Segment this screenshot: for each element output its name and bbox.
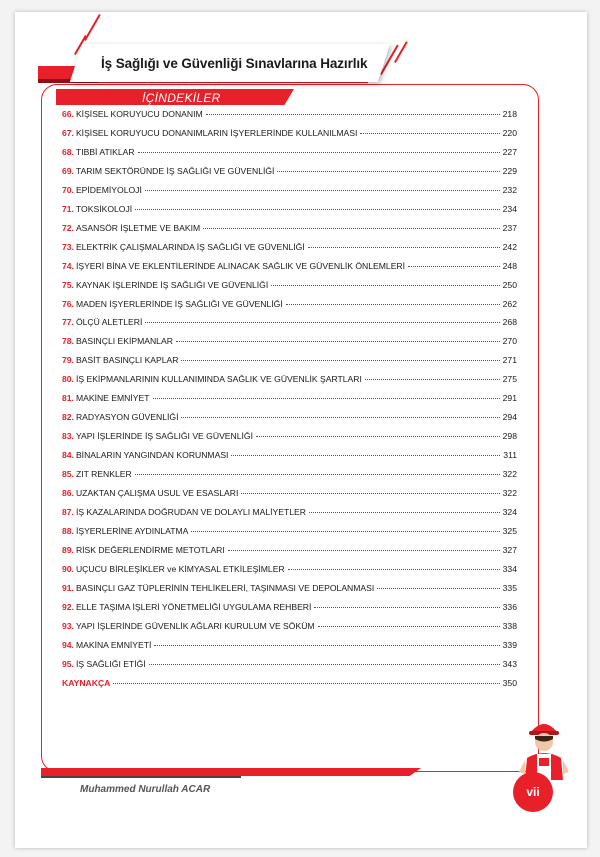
toc-entry-page: 242 bbox=[502, 241, 517, 252]
toc-entry-title: BASINÇLI GAZ TÜPLERİNİN TEHLİKELERİ, TAŞINMASI VE DEPOLANMASI bbox=[75, 582, 375, 593]
toc-entry[interactable] bbox=[62, 526, 517, 545]
toc-entry-number: 81. bbox=[62, 393, 74, 404]
toc-entry-number: 77. bbox=[62, 317, 74, 328]
toc-entry-number: 71. bbox=[62, 203, 74, 214]
toc-entry-page: 218 bbox=[502, 109, 517, 119]
toc-leader bbox=[271, 285, 499, 286]
toc-entry-number: 67. bbox=[62, 127, 74, 138]
toc-leader bbox=[203, 228, 500, 229]
toc-entry-kaynakca[interactable] bbox=[62, 678, 517, 697]
section-title: İÇİNDEKİLER bbox=[142, 91, 221, 105]
toc-entry[interactable] bbox=[62, 507, 517, 526]
toc-entry-page: 250 bbox=[502, 279, 517, 290]
toc-entry[interactable] bbox=[62, 109, 517, 128]
toc-entry-title: ELEKTRİK ÇALIŞMALARINDA İŞ SAĞLIĞI VE GÜVENLİĞİ bbox=[75, 241, 305, 252]
toc-entry-number: 90. bbox=[62, 563, 74, 574]
toc-entry-title: KİŞİSEL KORUYUCU DONANIMLARIN İŞYERLERİNDE KULLANILMASI bbox=[75, 127, 358, 138]
toc-entry-number: 93. bbox=[62, 620, 74, 631]
toc-entry-title: TOKSİKOLOJİ bbox=[75, 203, 133, 214]
toc-entry-number: 72. bbox=[62, 222, 74, 233]
toc-entry-number: 85. bbox=[62, 469, 74, 480]
toc-entry[interactable] bbox=[62, 261, 517, 280]
toc-entry-page: 270 bbox=[502, 336, 517, 347]
toc-entry[interactable] bbox=[62, 355, 517, 374]
toc-entry[interactable] bbox=[62, 242, 517, 261]
toc-entry-number: 80. bbox=[62, 374, 74, 385]
toc-entry-title: BASINÇLI EKİPMANLAR bbox=[75, 336, 173, 347]
toc-entry-title: İŞ SAĞLIĞI ETİĞİ bbox=[75, 658, 146, 669]
toc-entry-number: 84. bbox=[62, 450, 74, 461]
toc-entry-title: RİSK DEĞERLENDİRME METOTLARI bbox=[75, 544, 225, 555]
toc-leader bbox=[191, 531, 499, 532]
toc-leader bbox=[135, 474, 500, 475]
toc-entry-page: 298 bbox=[502, 431, 517, 442]
toc-leader bbox=[231, 455, 500, 456]
toc-entry-page: 232 bbox=[502, 184, 517, 195]
toc-leader bbox=[206, 114, 500, 115]
toc-entry-title: ZIT RENKLER bbox=[75, 469, 132, 480]
toc-entry-title: TARIM SEKTÖRÜNDE İŞ SAĞLIĞI VE GÜVENLİĞİ bbox=[75, 165, 275, 176]
toc-leader bbox=[176, 341, 500, 342]
toc-entry-title: İŞYERLERİNE AYDINLATMA bbox=[75, 525, 189, 536]
toc-entry-page: 271 bbox=[502, 355, 517, 366]
toc-entry-number: 86. bbox=[62, 488, 74, 499]
footer-bar bbox=[41, 768, 421, 776]
toc-leader bbox=[135, 209, 500, 210]
toc-entry-title: KAYNAKÇA bbox=[62, 677, 111, 688]
toc-entry-page: 350 bbox=[502, 677, 517, 688]
toc-entry[interactable] bbox=[62, 128, 517, 147]
toc-leader bbox=[308, 247, 500, 248]
toc-entry-number: 68. bbox=[62, 146, 74, 157]
toc-entry[interactable] bbox=[62, 488, 517, 507]
toc-entry-page: 248 bbox=[502, 260, 517, 271]
toc-entry-page: 237 bbox=[502, 222, 517, 233]
toc-leader bbox=[408, 266, 500, 267]
toc-leader bbox=[286, 304, 500, 305]
toc-entry-title: ÖLÇÜ ALETLERİ bbox=[75, 317, 143, 328]
toc-leader bbox=[318, 626, 500, 627]
toc-leader bbox=[360, 133, 499, 134]
toc-entry-title: UZAKTAN ÇALIŞMA USUL VE ESASLARI bbox=[75, 488, 239, 499]
toc-entry[interactable] bbox=[62, 412, 517, 431]
toc-entry-title: İŞ EKİPMANLARININ KULLANIMINDA SAĞLIK VE GÜVENLİK ŞARTLARI bbox=[75, 374, 362, 385]
toc-entry[interactable] bbox=[62, 299, 517, 318]
toc-entry-title: MADEN İŞYERLERİNDE İŞ SAĞLIĞI VE GÜVENLİĞİ bbox=[75, 298, 283, 309]
toc-entry-number: 69. bbox=[62, 165, 74, 176]
toc-entry-number: 70. bbox=[62, 184, 74, 195]
toc-entry[interactable] bbox=[62, 659, 517, 678]
toc-entry-number: 73. bbox=[62, 241, 74, 252]
toc-entry-page: 262 bbox=[502, 298, 517, 309]
toc-entry-page: 334 bbox=[502, 563, 517, 574]
toc-entry[interactable] bbox=[62, 393, 517, 412]
toc-leader bbox=[309, 512, 500, 513]
toc-leader bbox=[145, 322, 499, 323]
toc-entry-title: MAKİNA EMNİYETİ bbox=[75, 639, 152, 650]
toc-entry-title: TIBBİ ATIKLAR bbox=[75, 146, 135, 157]
page-number-badge: vii bbox=[513, 772, 553, 812]
toc-leader bbox=[181, 360, 499, 361]
toc-entry[interactable] bbox=[62, 469, 517, 488]
toc-entry-number: 78. bbox=[62, 336, 74, 347]
toc-entry-page: 234 bbox=[502, 203, 517, 214]
toc-entry-number: 89. bbox=[62, 544, 74, 555]
toc-entry-number: 79. bbox=[62, 355, 74, 366]
toc-entry[interactable] bbox=[62, 374, 517, 393]
toc-entry-number: 82. bbox=[62, 412, 74, 423]
toc-entry-page: 229 bbox=[502, 165, 517, 176]
toc-entry-page: 324 bbox=[502, 507, 517, 518]
toc-entry-number: 92. bbox=[62, 601, 74, 612]
toc-entry[interactable] bbox=[62, 602, 517, 621]
toc-entry[interactable] bbox=[62, 185, 517, 204]
toc-leader bbox=[228, 550, 500, 551]
toc-leader bbox=[314, 607, 499, 608]
toc-entry[interactable] bbox=[62, 204, 517, 223]
toc-entry-page: 311 bbox=[503, 450, 517, 461]
toc-leader bbox=[256, 436, 500, 437]
toc-entry-page: 220 bbox=[502, 127, 517, 138]
toc-entry-page: 338 bbox=[502, 620, 517, 631]
toc-entry[interactable] bbox=[62, 166, 517, 185]
toc-entry-page: 336 bbox=[502, 601, 517, 612]
toc-leader bbox=[365, 379, 500, 380]
toc-entry-number: 88. bbox=[62, 525, 74, 536]
toc-entry-number: 91. bbox=[62, 582, 74, 593]
toc-entry-title: RADYASYON GÜVENLİĞİ bbox=[75, 412, 179, 423]
toc-entry-number: 83. bbox=[62, 431, 74, 442]
toc-leader bbox=[288, 569, 500, 570]
toc-leader bbox=[138, 152, 500, 153]
toc-leader bbox=[153, 398, 500, 399]
toc-entry-title: MAKİNE EMNİYET bbox=[75, 393, 150, 404]
toc-entry[interactable] bbox=[62, 336, 517, 355]
toc-entry-title: ASANSÖR İŞLETME VE BAKIM bbox=[75, 222, 201, 233]
toc-entry-number: 87. bbox=[62, 507, 74, 518]
footer-rule bbox=[41, 776, 241, 778]
toc-entry-title: KİŞİSEL KORUYUCU DONANIM bbox=[75, 109, 203, 119]
toc-entry[interactable] bbox=[62, 564, 517, 583]
page-title: İş Sağlığı ve Güvenliği Sınavlarına Hazırlık bbox=[101, 56, 368, 71]
toc-leader bbox=[113, 683, 499, 684]
toc-leader bbox=[377, 588, 499, 589]
toc-entry[interactable] bbox=[62, 223, 517, 242]
toc-entry[interactable] bbox=[62, 640, 517, 659]
toc-entry[interactable] bbox=[62, 583, 517, 602]
toc-entry-page: 294 bbox=[502, 412, 517, 423]
toc-entry-number: 74. bbox=[62, 260, 74, 271]
toc-entry-title: YAPI İŞLERİNDE GÜVENLİK AĞLARI KURULUM VE SÖKÜM bbox=[75, 620, 315, 631]
toc-entry-page: 227 bbox=[502, 146, 517, 157]
toc-entry[interactable] bbox=[62, 545, 517, 564]
toc-entry-page: 343 bbox=[502, 658, 517, 669]
toc-leader bbox=[241, 493, 499, 494]
toc-entry-page: 275 bbox=[502, 374, 517, 385]
toc-entry-title: UÇUCU BİRLEŞİKLER ve KİMYASAL ETKİLEŞİMLER bbox=[75, 563, 285, 574]
toc-entry-page: 268 bbox=[502, 317, 517, 328]
table-of-contents bbox=[62, 109, 517, 697]
toc-entry-title: EPİDEMİYOLOJİ bbox=[75, 184, 142, 195]
toc-entry-page: 339 bbox=[502, 639, 517, 650]
author-name: Muhammed Nurullah ACAR bbox=[80, 784, 211, 795]
toc-entry-title: ELLE TAŞIMA İŞLERİ YÖNETMELİĞİ UYGULAMA REHBERİ bbox=[75, 601, 312, 612]
toc-entry[interactable] bbox=[62, 450, 517, 469]
toc-leader bbox=[154, 645, 499, 646]
toc-entry[interactable] bbox=[62, 317, 517, 336]
toc-entry-page: 291 bbox=[502, 393, 517, 404]
toc-leader bbox=[181, 417, 499, 418]
toc-entry-title: BİNALARIN YANGINDAN KORUNMASI bbox=[75, 450, 229, 461]
toc-entry-number: 76. bbox=[62, 298, 74, 309]
toc-entry-number: 66. bbox=[62, 109, 74, 119]
toc-entry[interactable] bbox=[62, 280, 517, 299]
toc-leader bbox=[149, 664, 500, 665]
toc-entry-page: 327 bbox=[502, 544, 517, 555]
toc-entry-title: YAPI İŞLERİNDE İŞ SAĞLIĞI VE GÜVENLİĞİ bbox=[75, 431, 253, 442]
toc-entry-title: İŞYERİ BİNA VE EKLENTİLERİNDE ALINACAK SAĞLIK VE GÜVENLİK ÖNLEMLERİ bbox=[75, 260, 406, 271]
toc-entry-number: 94. bbox=[62, 639, 74, 650]
toc-entry-title: KAYNAK İŞLERİNDE İŞ SAĞLIĞI VE GÜVENLİĞİ bbox=[75, 279, 269, 290]
toc-entry-title: BASİT BASINÇLI KAPLAR bbox=[75, 355, 179, 366]
toc-entry-page: 325 bbox=[502, 525, 517, 536]
toc-entry[interactable] bbox=[62, 147, 517, 166]
toc-entry-number: 95. bbox=[62, 658, 74, 669]
toc-entry-number: 75. bbox=[62, 279, 74, 290]
toc-entry-page: 335 bbox=[502, 582, 517, 593]
toc-entry[interactable] bbox=[62, 621, 517, 640]
toc-leader bbox=[145, 190, 500, 191]
toc-entry[interactable] bbox=[62, 431, 517, 450]
toc-entry-title: İŞ KAZALARINDA DOĞRUDAN VE DOLAYLI MALİYETLER bbox=[75, 507, 306, 518]
toc-entry-page: 322 bbox=[502, 488, 517, 499]
toc-entry-page: 322 bbox=[502, 469, 517, 480]
toc-leader bbox=[277, 171, 499, 172]
